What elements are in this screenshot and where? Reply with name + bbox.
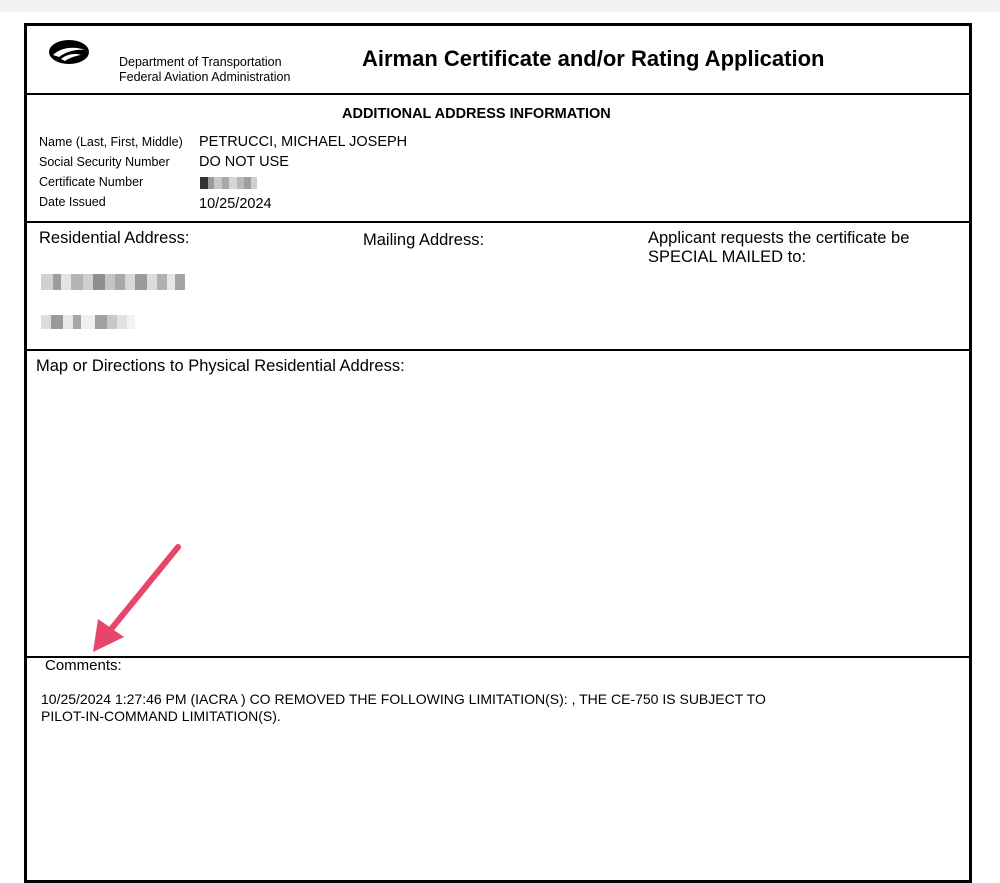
- comment-line1: 10/25/2024 1:27:46 PM (IACRA ) CO REMOVED THE FOLLOWING LIMITATION(S): , THE CE-750 IS SUBJECT TO: [41, 691, 766, 707]
- name-label: Name (Last, First, Middle): [39, 135, 183, 149]
- comments-label: Comments:: [45, 657, 122, 674]
- name-value: PETRUCCI, MICHAEL JOSEPH: [199, 134, 408, 150]
- mailing-address-label: Mailing Address:: [363, 231, 485, 249]
- comment-line2: PILOT-IN-COMMAND LIMITATION(S).: [41, 708, 281, 724]
- ssn-value: DO NOT USE: [199, 154, 289, 170]
- administration-name: Federal Aviation Administration: [119, 70, 291, 84]
- certificate-number-label: Certificate Number: [39, 175, 144, 189]
- date-issued-label: Date Issued: [39, 195, 106, 209]
- department-name: Department of Transportation: [119, 55, 282, 69]
- date-issued-value: 10/25/2024: [199, 196, 272, 212]
- form-title: Airman Certificate and/or Rating Application: [362, 46, 825, 71]
- special-mailed-line1: Applicant requests the certificate be: [648, 229, 910, 247]
- map-directions-label: Map or Directions to Physical Residential Address:: [36, 357, 405, 375]
- residential-address-label: Residential Address:: [39, 229, 190, 247]
- ssn-label: Social Security Number: [39, 155, 170, 169]
- special-mailed-line2: SPECIAL MAILED to:: [648, 248, 807, 266]
- section-title: ADDITIONAL ADDRESS INFORMATION: [342, 106, 611, 122]
